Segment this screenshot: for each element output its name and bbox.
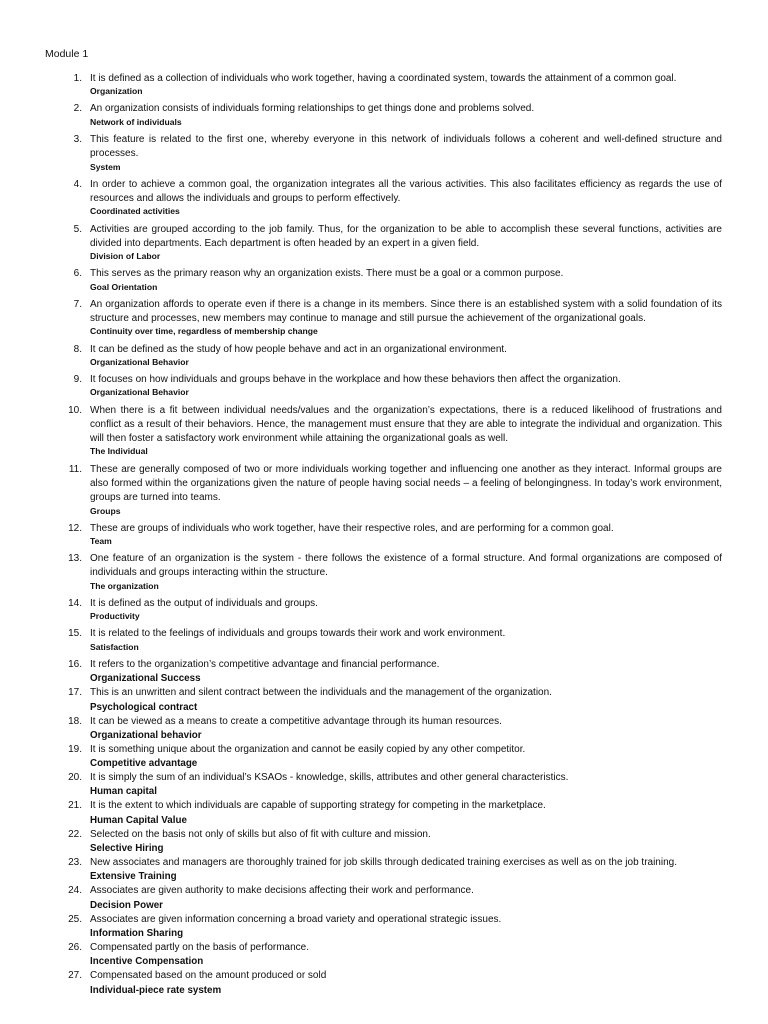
list-item [0,404,768,458]
item-number: 9. [73,374,82,386]
answer-text: Human capital [90,786,157,798]
question-text: One feature of an organization is the system - there follows the existence of a formal structure. And formal organizations are composed of individuals and groups interacting within the structure. [90,553,722,579]
module-title: Module 1 [45,48,89,60]
list-item [0,267,768,292]
list-item [0,941,768,969]
list-item [0,627,768,652]
item-number: 13. [68,553,82,565]
list-item [0,597,768,622]
question-list [0,72,768,998]
item-number: 22. [68,828,82,840]
list-item [0,856,768,884]
answer-text: Goal Orientation [90,281,158,292]
item-number: 17. [68,687,82,699]
item-number: 19. [68,743,82,755]
item-number: 12. [68,522,82,534]
question-text: It is defined as a collection of individuals who work together, having a coordinated system, towards the attainment of a common goal. [90,73,677,84]
item-number: 6. [73,268,82,280]
item-number: 24. [68,885,82,897]
answer-text: Organizational Success [90,673,201,685]
question-text: It can be viewed as a means to create a competitive advantage through its human resources. [90,715,502,727]
list-item [0,522,768,547]
list-item [0,913,768,941]
item-number: 20. [68,772,82,784]
item-number: 21. [68,800,82,812]
list-item [0,178,768,218]
item-number: 26. [68,941,82,953]
item-number: 16. [68,658,82,670]
question-text: It can be defined as the study of how people behave and act in an organizational environment. [90,343,507,355]
question-text: Associates are given information concerning a broad variety and operational strategic issues. [90,913,502,925]
question-text: These are generally composed of two or more individuals working together and influencing one another as they interact. Informal groups are also formed within the organizations given the nature of people having social needs – a feeling of belongingness. In today’s work environment, groups are turned into teams. [90,463,722,504]
answer-text: The organization [90,580,159,591]
question-text: This serves as the primary reason why an organization exists. There must be a goal or a common purpose. [90,268,564,280]
question-text: It is related to the feelings of individuals and groups towards their work and work environment. [90,628,506,640]
list-item [0,771,768,799]
list-item [0,298,768,338]
answer-text: The Individual [90,446,148,457]
item-number: 8. [73,343,82,355]
item-number: 15. [68,628,82,640]
list-item [0,686,768,714]
answer-text: Coordinated activities [90,206,180,217]
question-text: Activities are grouped according to the job family. Thus, for the organization to be able to accomplish these several functions, activities are divided into departments. Each department is often headed by an expert in a given field. [90,223,722,249]
question-text: It is simply the sum of an individual’s KSAOs - knowledge, skills, attributes and other general characteristics. [90,772,569,784]
question-text: Associates are given authority to make decisions affecting their work and performance. [90,885,474,897]
answer-text: Psychological contract [90,701,198,713]
answer-text: Human Capital Value [90,814,187,826]
answer-text: Selective Hiring [90,843,164,855]
answer-text: Groups [90,505,121,516]
answer-text: Organizational Behavior [90,356,189,367]
answer-text: Productivity [90,611,140,622]
answer-text: Organizational behavior [90,729,202,741]
list-item [0,552,768,592]
list-item [0,463,768,517]
answer-text: Extensive Training [90,871,177,883]
item-number: 27. [68,970,82,982]
question-text: This is an unwritten and silent contract between the individuals and the management of the organization. [90,687,552,699]
question-text: An organization affords to operate even if there is a change in its members. Since there is an established system with a solid foundation of its structure and processes, new members may continue to manage and still pursue the achievement of the organizational goals. [90,298,722,325]
item-number: 7. [73,298,82,310]
question-text: It focuses on how individuals and groups behave in the workplace and how these behaviors then affect the organization. [90,374,621,386]
question-text: It is defined as the output of individuals and groups. [90,597,318,609]
list-item [0,828,768,856]
answer-text: Competitive advantage [90,758,198,770]
question-text: It is something unique about the organization and cannot be easily copied by any other competitor. [90,743,526,755]
answer-text: Team [90,536,112,546]
answer-text: Information Sharing [90,927,184,939]
answer-text: Continuity over time, regardless of membership change [90,326,318,337]
question-text: Compensated partly on the basis of performance. [90,941,310,953]
question-text: In order to achieve a common goal, the organization integrates all the various activities. This also facilitates efficiency as regards the use of resources and allows the individuals and groups to perform effectively. [90,178,722,205]
item-number: 3. [73,133,82,145]
question-text: It refers to the organization’s competitive advantage and financial performance. [90,658,440,670]
answer-text: Decision Power [90,899,163,911]
answer-text: Satisfaction [90,641,139,652]
answer-text: Incentive Compensation [90,956,204,968]
answer-text: Individual-piece rate system [90,984,222,996]
answer-text: Organizational Behavior [90,387,189,398]
list-item [0,799,768,827]
item-number: 23. [68,857,82,869]
item-number: 25. [68,913,82,925]
list-item [0,658,768,686]
question-text: Selected on the basis not only of skills but also of fit with culture and mission. [90,828,431,840]
list-item [0,72,768,97]
list-item [0,373,768,398]
question-text: This feature is related to the first one, whereby everyone in this network of individuals follows a coherent and well-defined structure and processes. [90,133,722,160]
list-item [0,969,768,997]
item-number: 10. [68,404,82,416]
item-number: 18. [68,715,82,727]
question-text: When there is a fit between individual needs/values and the organization’s expectations, there is a reduced likelihood of frustrations and conflict as a result of their behaviors. Hence, the management must ensure that they are able to integrate the individual and organization. This will then foster a satisfactory work environment while attaining the organizational goals as well. [90,404,722,445]
list-item [0,223,768,263]
question-text: Compensated based on the amount produced or sold [90,970,327,982]
item-number: 14. [68,597,82,609]
item-number: 1. [73,73,82,84]
item-number: 5. [73,223,82,235]
list-item [0,102,768,127]
list-item [0,884,768,912]
list-item [0,743,768,771]
question-text: These are groups of individuals who work together, have their respective roles, and are performing for a common goal. [90,522,614,534]
item-number: 11. [68,463,82,475]
list-item [0,133,768,173]
item-number: 2. [73,103,82,115]
answer-text: Division of Labor [90,251,161,262]
list-item [0,715,768,743]
question-text: It is the extent to which individuals are capable of supporting strategy for competing in the marketplace. [90,800,546,812]
answer-text: Organization [90,86,143,97]
question-text: New associates and managers are thoroughly trained for job skills through dedicated training exercises as well as on the job training. [90,857,677,869]
question-text: An organization consists of individuals forming relationships to get things done and problems solved. [90,103,535,115]
answer-text: System [90,161,121,172]
answer-text: Network of individuals [90,116,182,127]
list-item [0,343,768,368]
item-number: 4. [73,178,82,190]
